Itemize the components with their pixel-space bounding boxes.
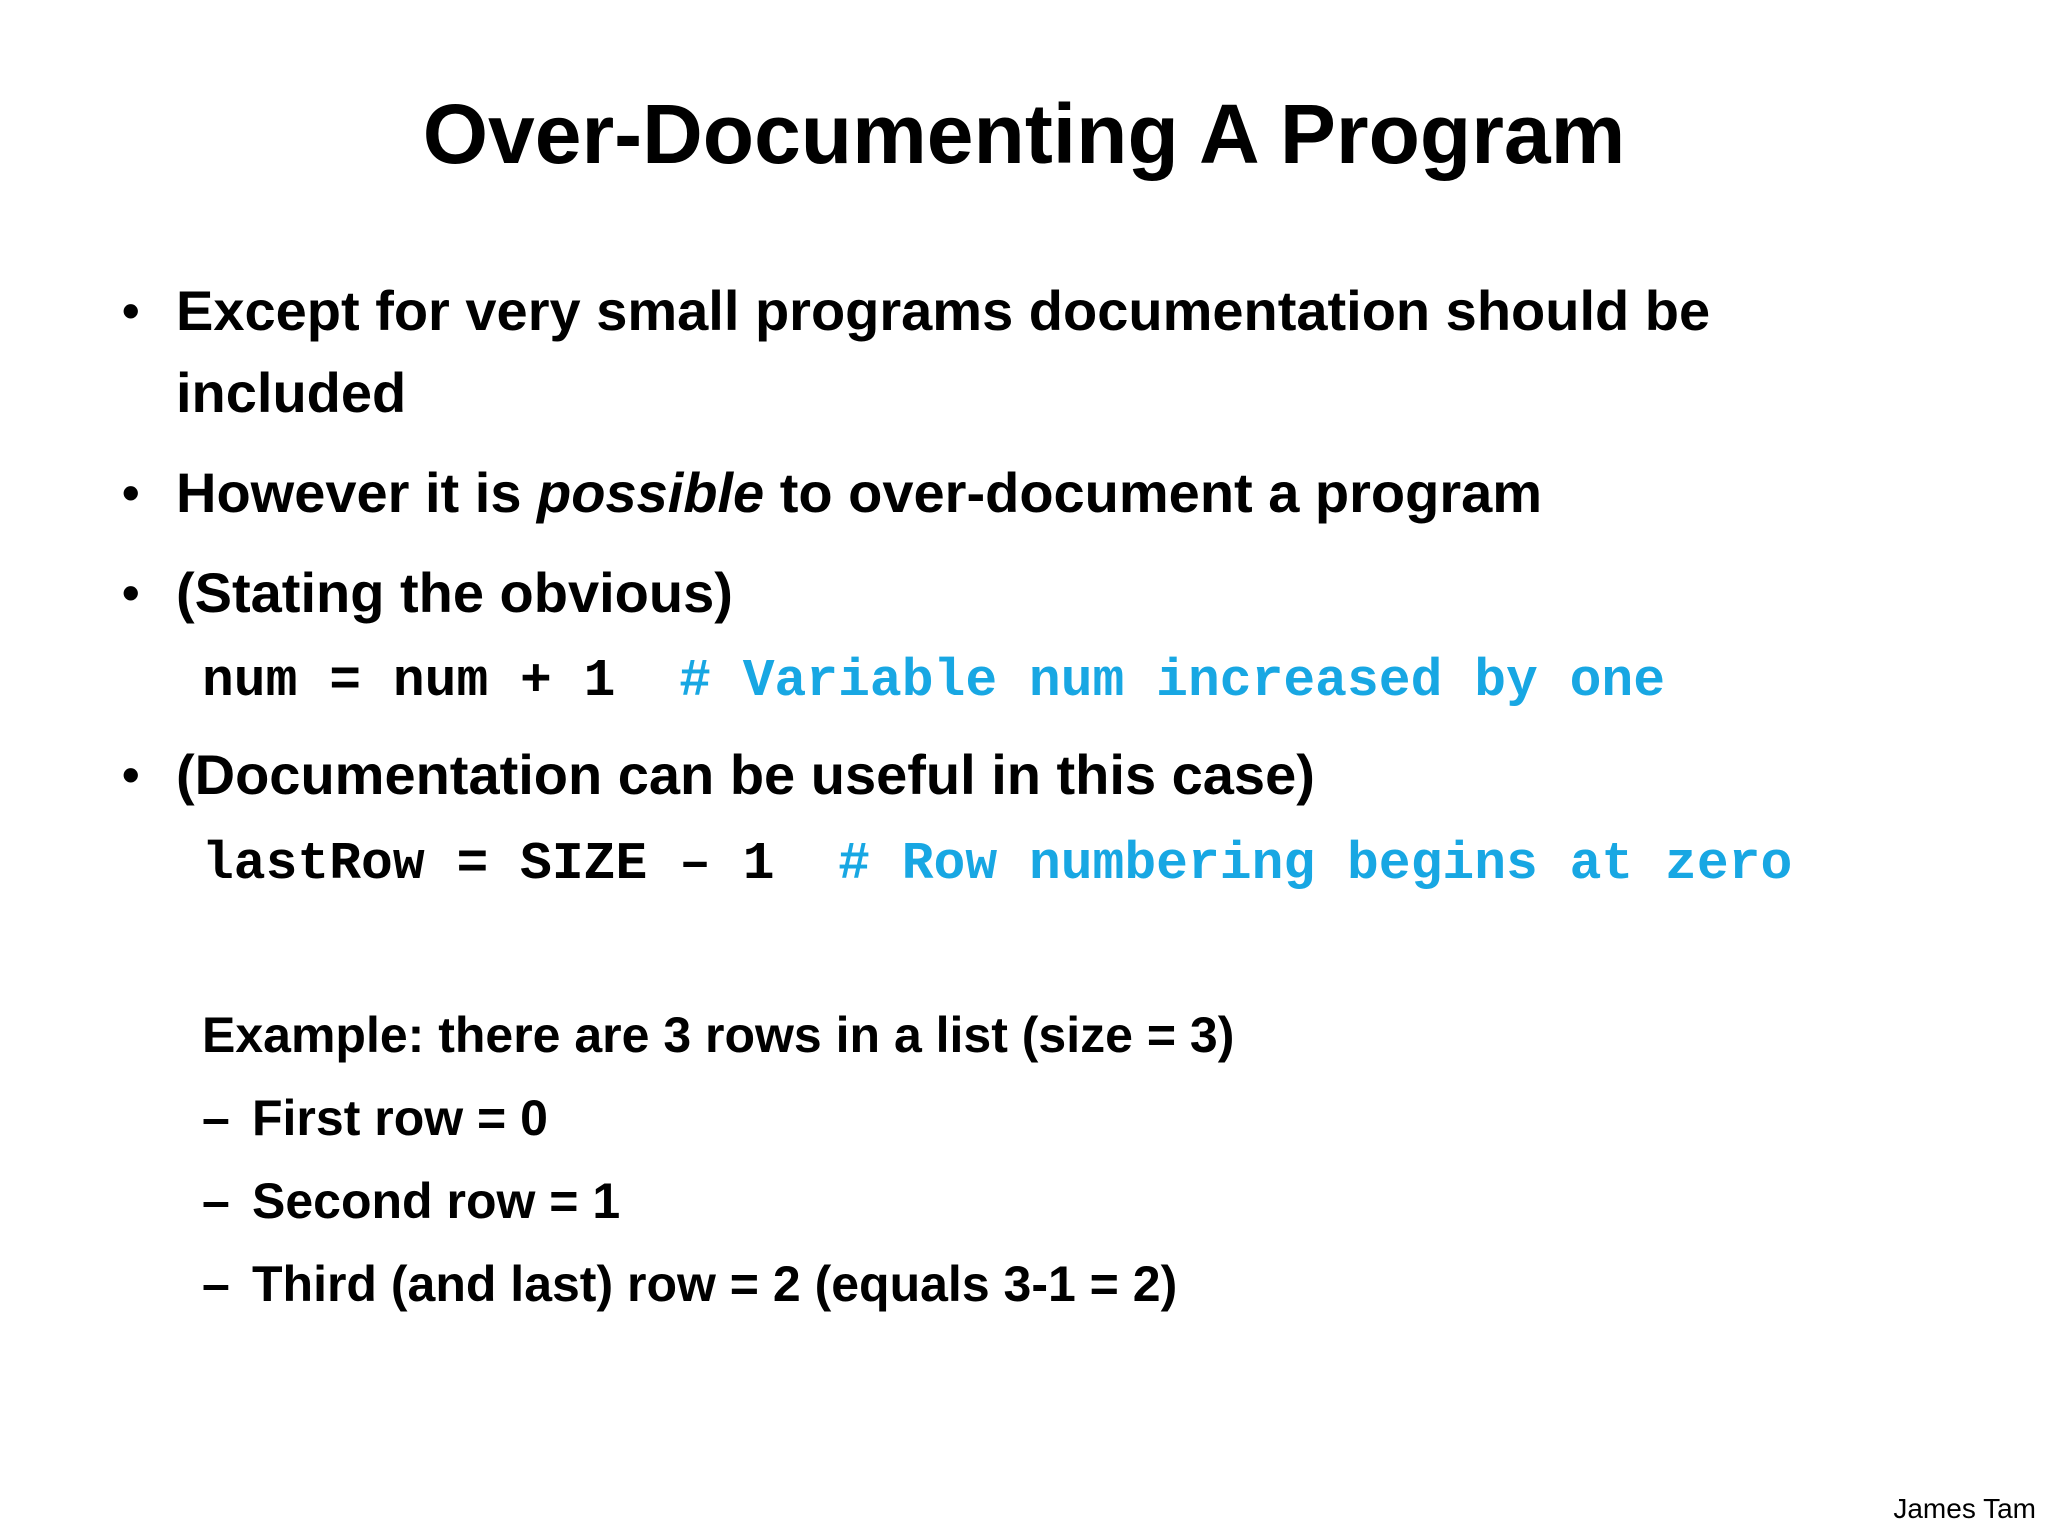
bullet-item-documentation	[122, 270, 1902, 434]
dash-icon: –	[202, 1256, 230, 1312]
code-line-increment	[202, 646, 1665, 716]
bullet-icon: •	[122, 465, 140, 521]
dash-icon: –	[202, 1173, 230, 1229]
code-statement: num = num + 1	[202, 651, 680, 711]
bullet-text-after: to over-document a program	[764, 461, 1543, 524]
sub-item-text: First row = 0	[252, 1090, 548, 1146]
author-footer: James Tam	[1893, 1493, 2036, 1524]
code-line-last-row	[202, 829, 1792, 899]
dash-icon: –	[202, 1090, 230, 1146]
sub-item-third-row	[202, 1249, 1177, 1319]
slide-title: Over-Documenting A Program	[422, 87, 1626, 181]
bullet-item-over-document	[122, 452, 1902, 534]
code-comment: # Row numbering begins at zero	[838, 834, 1793, 894]
code-statement: lastRow = SIZE – 1	[202, 834, 839, 894]
example-text: Example: there are 3 rows in a list (size = 3)	[202, 1007, 1235, 1063]
bullet-text: Except for very small programs documentation should be included	[176, 279, 1711, 424]
sub-item-second-row	[202, 1166, 620, 1236]
bullet-text	[176, 452, 1902, 534]
bullet-text-emphasis: possible	[537, 461, 765, 524]
sub-item-text: Third (and last) row = 2 (equals 3-1 = 2)	[252, 1256, 1178, 1312]
bullet-text: (Stating the obvious)	[176, 561, 733, 624]
bullet-icon: •	[122, 747, 140, 803]
bullet-text: (Documentation can be useful in this case)	[176, 743, 1315, 806]
bullet-icon: •	[122, 565, 140, 621]
bullet-icon: •	[122, 283, 140, 339]
bullet-item-useful-case	[122, 734, 1902, 816]
bullet-text-before: However it is	[176, 461, 538, 524]
sub-item-first-row	[202, 1083, 548, 1153]
code-comment: # Variable num increased by one	[679, 651, 1666, 711]
bullet-item-stating-obvious	[122, 552, 1902, 634]
sub-item-text: Second row = 1	[252, 1173, 621, 1229]
